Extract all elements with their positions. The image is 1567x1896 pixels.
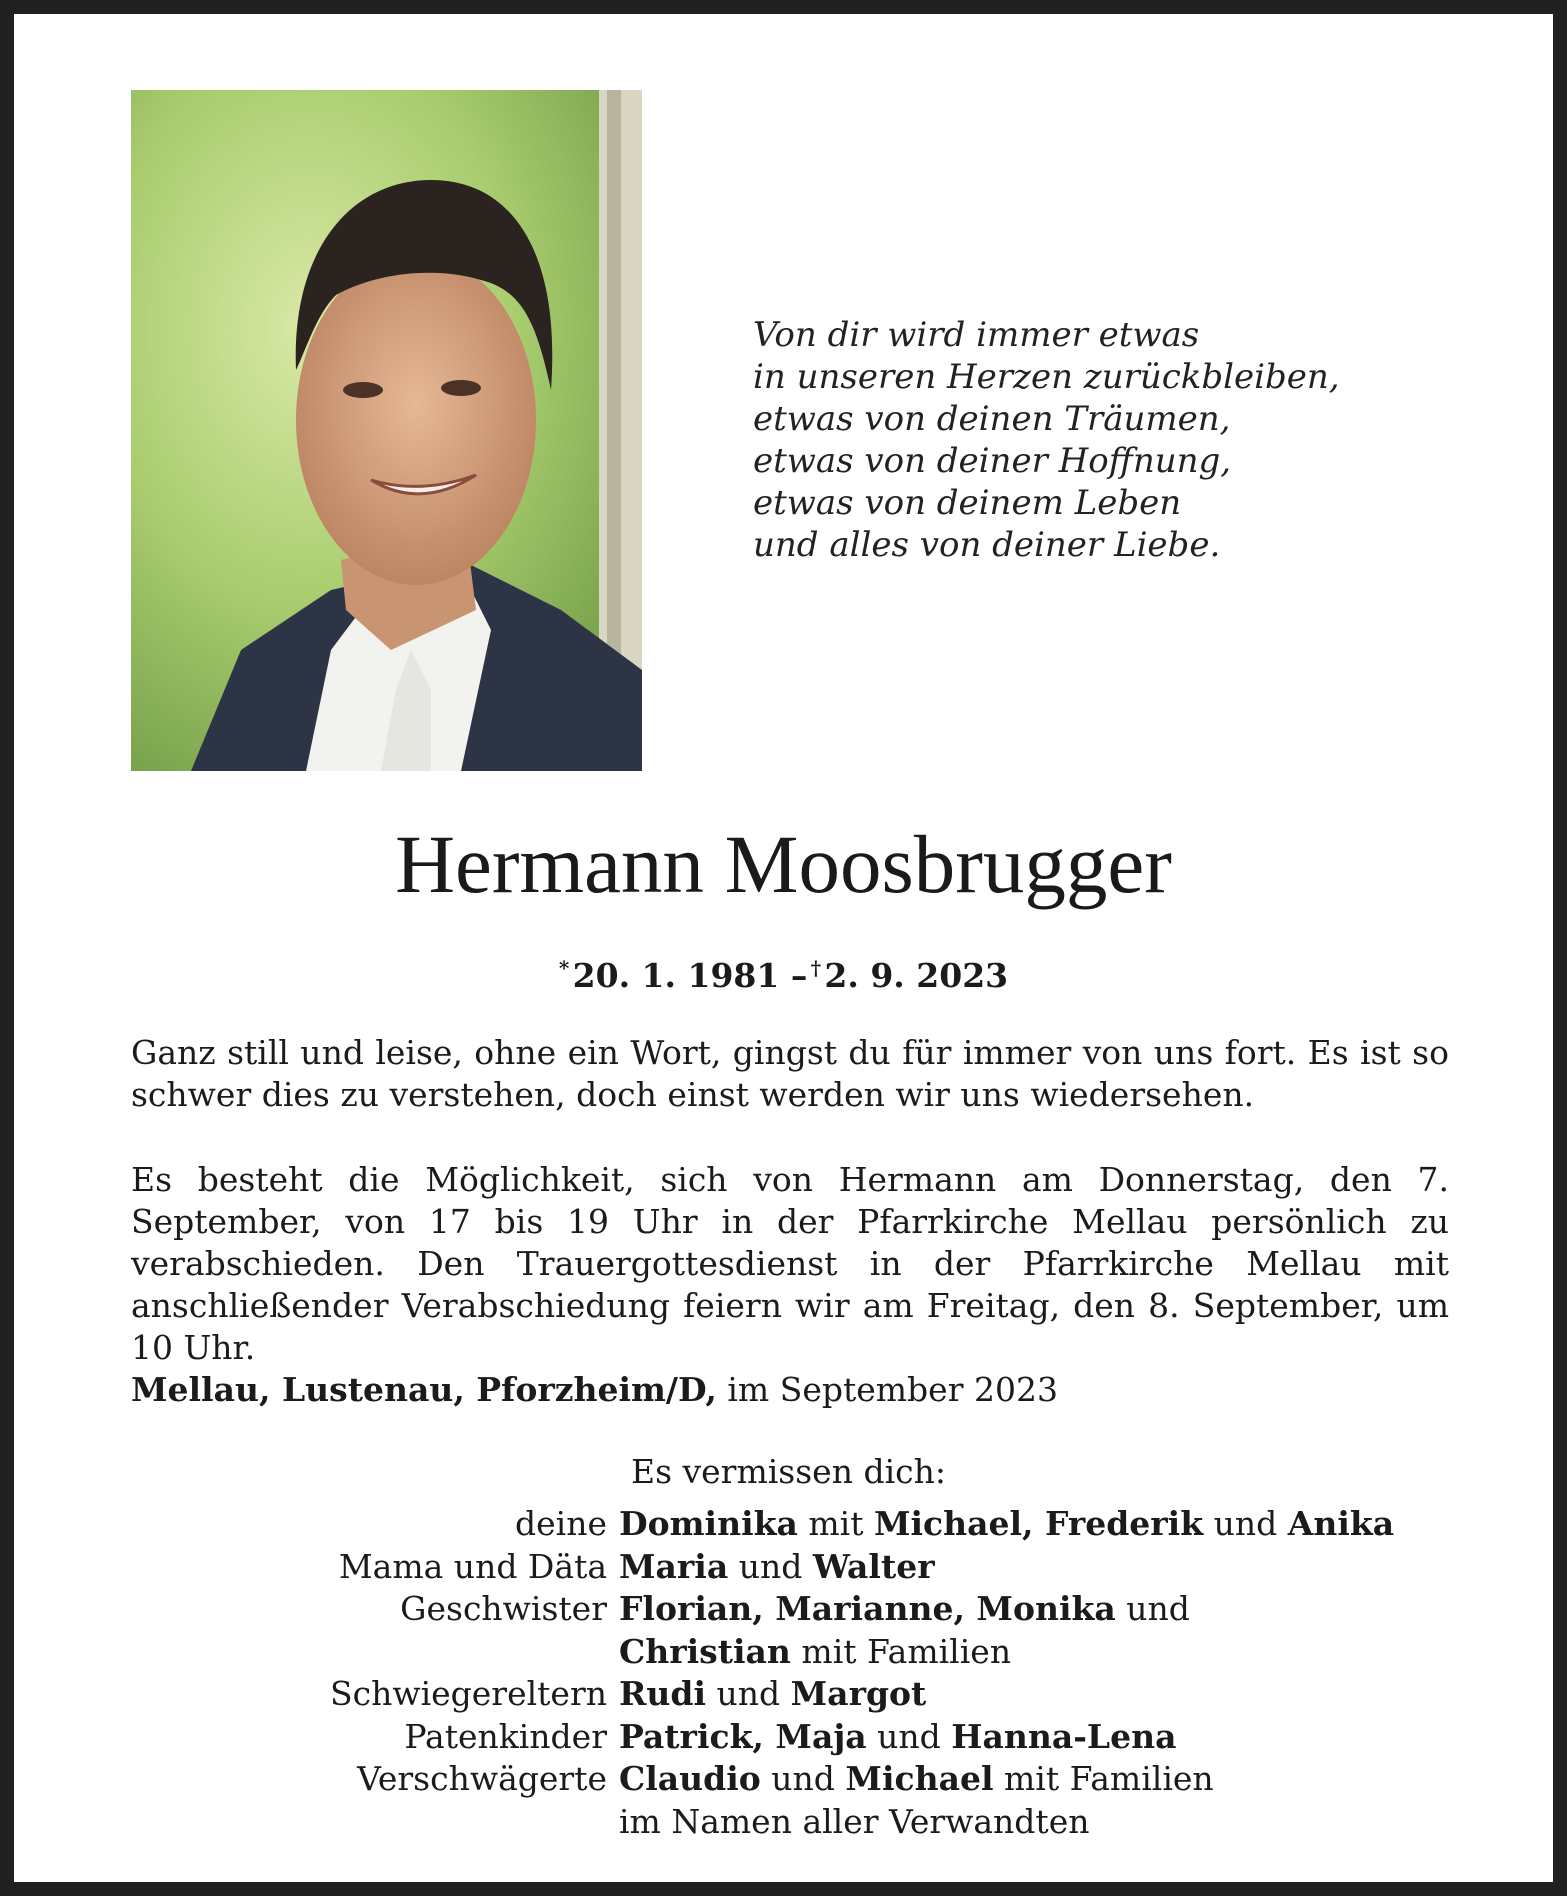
mourner-connector: und	[728, 1546, 813, 1586]
mourner-row	[131, 1588, 1449, 1631]
mourner-names	[619, 1546, 1449, 1589]
mourner-names	[619, 1631, 1449, 1674]
mourner-row	[131, 1673, 1449, 1716]
mourner-row	[131, 1716, 1449, 1759]
mourner-row	[131, 1631, 1449, 1674]
mourner-name: Walter	[812, 1546, 935, 1586]
mourner-name: Christian	[619, 1631, 791, 1671]
mourner-name: Claudio	[619, 1759, 761, 1798]
life-dates	[14, 948, 1553, 996]
mourner-name: Anika	[1287, 1504, 1395, 1543]
mourner-connector: und	[760, 1759, 846, 1798]
mourner-name: Florian, Marianne, Monika	[619, 1589, 1116, 1628]
mourner-name: Patrick, Maja	[619, 1716, 867, 1756]
mourner-connector: mit	[797, 1504, 874, 1543]
mourner-name: Hanna-Lena	[951, 1716, 1177, 1756]
mourner-connector: und	[1115, 1589, 1190, 1628]
mourner-name: Maria	[619, 1546, 729, 1586]
mourner-row	[131, 1503, 1449, 1546]
mourner-role: Schwiegereltern	[329, 1674, 607, 1713]
mourner-names	[619, 1716, 1449, 1759]
poem-line: und alles von deiner Liebe.	[753, 525, 1221, 565]
mourner-row	[131, 1758, 1449, 1801]
mourners-list	[131, 1503, 1449, 1843]
death-symbol: †	[810, 956, 822, 980]
mourner-names	[619, 1588, 1449, 1631]
mourner-names	[619, 1758, 1449, 1801]
mourners-heading: Es vermissen dich:	[631, 1452, 946, 1491]
mourner-name: Dominika	[619, 1504, 798, 1543]
notice-date: im September 2023	[716, 1370, 1058, 1409]
mourner-name: Rudi	[619, 1674, 707, 1713]
birth-date: 20. 1. 1981 –	[572, 956, 808, 995]
mourner-connector: und	[706, 1674, 791, 1713]
mourner-role	[131, 1631, 619, 1674]
mourner-name: Michael	[845, 1759, 994, 1798]
poem-line: Von dir wird immer etwas	[753, 315, 1200, 355]
mourner-names	[619, 1673, 1449, 1716]
mourner-connector: mit Familien	[790, 1631, 1012, 1671]
mourner-role	[131, 1801, 619, 1844]
deceased-name: Hermann Moosbrugger	[395, 818, 1172, 910]
portrait-photo	[131, 90, 642, 771]
poem-line: etwas von deiner Hoffnung,	[753, 441, 1232, 481]
poem-line: etwas von deinem Leben	[753, 483, 1182, 523]
mourner-role: Verschwägerte	[357, 1759, 607, 1798]
portrait-photo-icon	[131, 90, 642, 771]
poem-line: in unseren Herzen zurückbleiben,	[753, 357, 1340, 397]
mourner-connector: im Namen aller Verwandten	[619, 1801, 1090, 1841]
mourner-row	[131, 1801, 1449, 1844]
mourner-row	[131, 1546, 1449, 1589]
mourner-role: Patenkinder	[404, 1716, 607, 1756]
mourner-role: deine	[515, 1504, 607, 1543]
mourner-connector: mit Familien	[993, 1759, 1214, 1798]
mourner-name: Margot	[790, 1674, 927, 1713]
service-paragraph: Es besteht die Möglichkeit, sich von Hermann am Donnerstag, den 7. September, von 17 bis 19 Uhr in der Pfarrkirche Mellau persönlich zu verabschieden. Den Trauergottesdienst in der Pfarrkirche Mellau mit anschließender Verabschiedung feiern wir am Freitag, den 8. September, um 10 Uhr.	[131, 1160, 1449, 1367]
poem-line: etwas von deinen Träumen,	[753, 399, 1231, 439]
poem	[753, 314, 1373, 566]
mourner-names	[619, 1801, 1449, 1844]
mourner-role: Geschwister	[400, 1589, 607, 1628]
birth-symbol: *	[558, 956, 570, 980]
mourner-role: Mama und Däta	[338, 1546, 607, 1586]
place-and-date	[131, 1369, 1058, 1411]
mourner-names	[619, 1503, 1449, 1546]
places: Mellau, Lustenau, Pforzheim/D,	[131, 1370, 717, 1409]
mourner-connector: und	[866, 1716, 952, 1756]
farewell-paragraph: Ganz still und leise, ohne ein Wort, gingst du für immer von uns fort. Es ist so schwer dies zu verstehen, doch einst werden wir uns wiedersehen.	[131, 1033, 1449, 1114]
death-date: 2. 9. 2023	[824, 956, 1009, 995]
mourner-name: Michael, Frederik	[873, 1504, 1204, 1543]
mourner-connector: und	[1203, 1504, 1288, 1543]
